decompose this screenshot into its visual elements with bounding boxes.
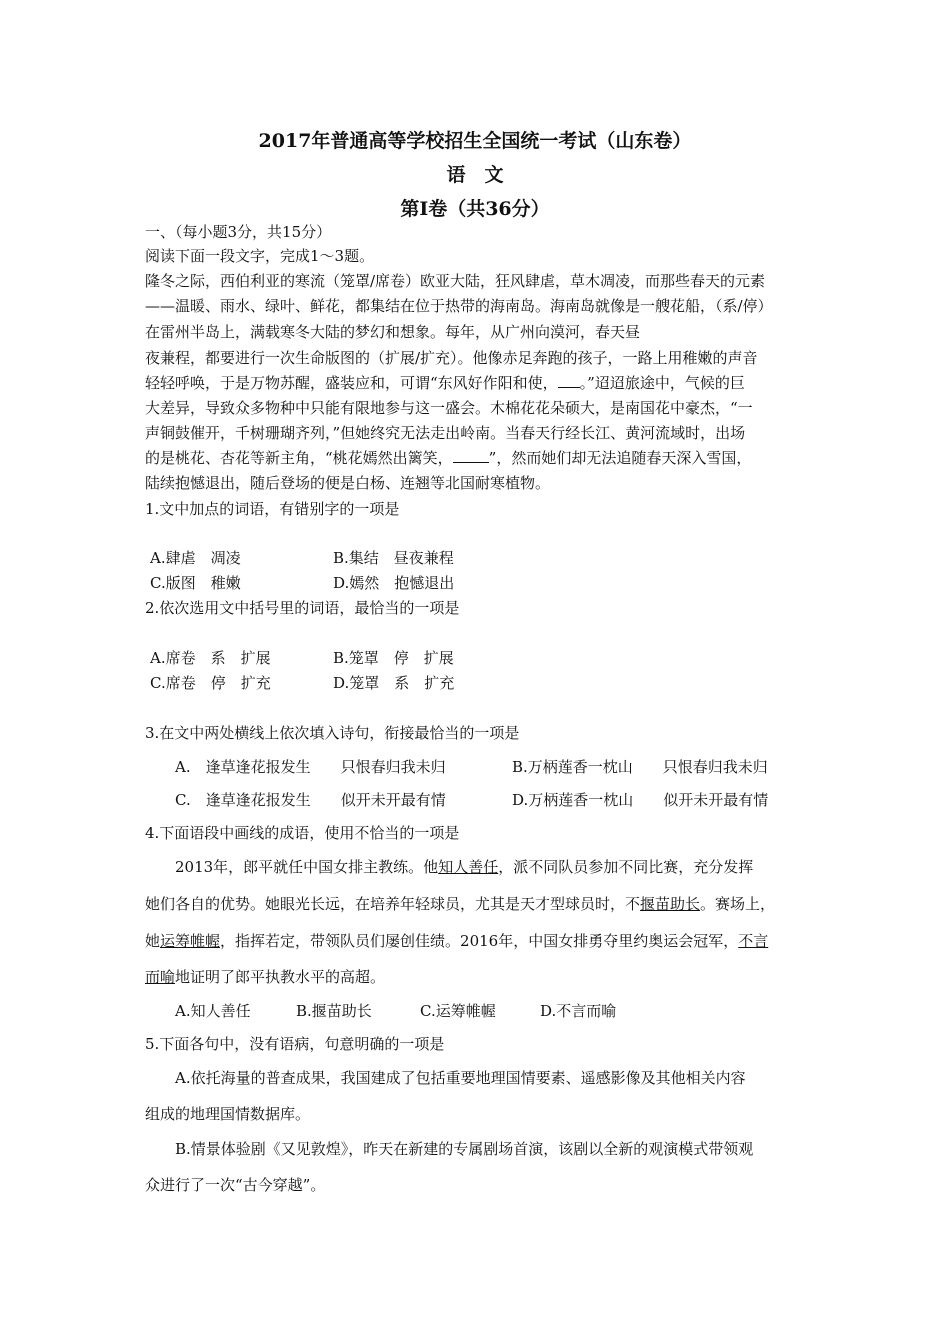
passage-line-1: 隆冬之际，西伯利亚的寒流（笼罩/席卷）欧亚大陆，狂风肆虐，草木凋凌，而那些春天的元素 (145, 272, 766, 290)
poem-blank-1 (558, 373, 580, 388)
q2-option-a: A.席卷 系 扩展 (150, 649, 271, 667)
q2-option-d: D.笼罩 系 扩充 (333, 674, 455, 692)
passage-line-5-a: 轻轻呼唤，于是万物苏醒，盛装应和，可谓“东风好作阳和使， (145, 374, 558, 392)
q3-option-a: A. 逢草逢花报发生 只恨春归我未归 (175, 758, 446, 776)
q3-option-d: D.万柄莲香一枕山 似开未开最有情 (512, 791, 769, 809)
exam-title: 2017年普通高等学校招生全国统一考试（山东卷） (258, 130, 692, 152)
q3-stem: 3.在文中两处横线上依次填入诗句，衔接最恰当的一项是 (145, 724, 520, 742)
subject-title: 语 文 (446, 164, 504, 186)
passage-line-9: 陆续抱憾退出，随后登场的便是白杨、连翘等北国耐寒植物。 (145, 474, 551, 492)
q2-stem: 2.依次选用文中括号里的词语，最恰当的一项是 (145, 599, 460, 617)
passage-line-8-a: 的是桃花、杏花等新主角，“桃花嫣然出篱笑， (145, 449, 453, 467)
q4-option-b: B.揠苗助长 (296, 1002, 372, 1020)
q4-text: 地证明了郎平执教水平的高超。 (175, 968, 386, 986)
volume-title: 第Ⅰ卷（共36分） (400, 198, 550, 220)
q4-option-a: A.知人善任 (175, 1002, 251, 1020)
q2-option-c: C.席卷 停 扩充 (150, 674, 271, 692)
section-heading: 一、（每小题3分，共15分） (145, 223, 332, 241)
passage-line-7: 声铜鼓催开，千树珊瑚齐列，”但她终究无法走出岭南。当春天行经长江、黄河流域时，出场 (145, 424, 746, 442)
section-instruction: 阅读下面一段文字，完成1～3题。 (145, 247, 375, 265)
passage-line-5-b: 。”迢迢旅途中，气候的巨 (579, 374, 745, 392)
q1-option-a: A.肆虐 凋凌 (150, 549, 241, 567)
passage-line-2: ——温暖、雨水、绿叶、鲜花，都集结在位于热带的海南岛。海南岛就像是一艘花船，（系/停） (145, 297, 773, 315)
q5-stem: 5.下面各句中，没有语病，句意明确的一项是 (145, 1035, 445, 1053)
q5-option-b-line-2: 众进行了一次“古今穿越”。 (145, 1176, 326, 1194)
q1-stem: 1.文中加点的词语，有错别字的一项是 (145, 500, 400, 518)
idiom-2: 揠苗助长 (640, 895, 701, 913)
q4-text: ，派不同队员参加不同比赛，充分发挥 (498, 858, 754, 876)
q4-paragraph-line-3 (145, 931, 768, 951)
q3-option-b: B.万柄莲香一枕山 只恨春归我未归 (512, 758, 768, 776)
q1-option-c: C.版图 稚嫩 (150, 574, 241, 592)
idiom-1: 知人善任 (438, 858, 499, 876)
q4-text: ，指挥若定，带领队员们屡创佳绩。2016年，中国女排勇夺里约奥运会冠军， (220, 932, 739, 950)
q4-text: 她们各自的优势。她眼光长远，在培养年轻球员，尤其是天才型球员时，不 (145, 895, 641, 913)
q4-paragraph-line-1 (175, 857, 753, 877)
q5-option-a-line-1: A.依托海量的普查成果，我国建成了包括重要地理国情要素、遥感影像及其他相关内容 (175, 1069, 746, 1087)
passage-line-8-b: ”，然而她们却无法追随春天深入雪国， (488, 449, 752, 467)
q5-option-a-line-2: 组成的地理国情数据库。 (145, 1105, 311, 1123)
passage-line-6: 大差异，导致众多物种中只能有限地参与这一盛会。木棉花花朵硕大，是南国花中豪杰，“一 (145, 399, 753, 417)
idiom-3: 运筹帷幄 (160, 932, 221, 950)
idiom-4-part-1: 不言 (738, 932, 769, 950)
q3-option-c: C. 逢草逢花报发生 似开未开最有情 (175, 791, 446, 809)
q5-option-b-line-1: B.情景体验剧《又见敦煌》，昨天在新建的专属剧场首演，该剧以全新的观演模式带领观 (175, 1140, 754, 1158)
q4-option-c: C.运筹帷幄 (420, 1002, 496, 1020)
passage-line-5 (145, 373, 745, 393)
q4-text: 。赛场上， (700, 895, 776, 913)
q4-paragraph-line-4 (145, 967, 385, 987)
idiom-4-part-2: 而喻 (145, 968, 176, 986)
q1-option-d: D.嫣然 抱憾退出 (333, 574, 455, 592)
passage-line-4: 夜兼程，都要进行一次生命版图的（扩展/扩充）。他像赤足奔跑的孩子，一路上用稚嫩的声音 (145, 349, 758, 367)
passage-line-3: 在雷州半岛上，满载寒冬大陆的梦幻和想象。每年，从广州向漠河，春天昼 (145, 323, 641, 341)
poem-blank-2 (453, 448, 489, 463)
q4-text: 2013年，郎平就任中国女排主教练。他 (175, 858, 439, 876)
q4-paragraph-line-2 (145, 894, 775, 914)
q1-option-b: B.集结 昼夜兼程 (333, 549, 454, 567)
q4-option-d: D.不言而喻 (540, 1002, 617, 1020)
q4-stem: 4.下面语段中画线的成语，使用不恰当的一项是 (145, 824, 460, 842)
q4-text: 她 (145, 932, 161, 950)
passage-line-8 (145, 448, 751, 468)
q2-option-b: B.笼罩 停 扩展 (333, 649, 454, 667)
